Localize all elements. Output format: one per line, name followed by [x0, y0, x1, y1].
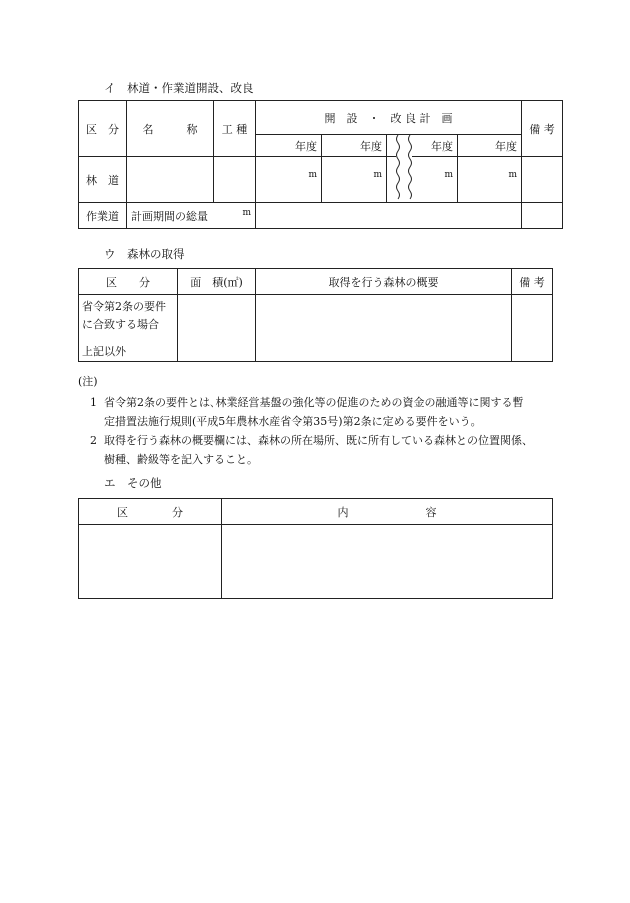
u-kubun-cell [79, 295, 178, 362]
u-row1-line2: に合致する場合 [82, 318, 159, 331]
rindo-unit-1: m [256, 157, 322, 203]
note-2-num: 2 [90, 434, 97, 447]
rindo-unit-3: m [411, 157, 458, 203]
u-gaiyo-cell [256, 295, 512, 362]
note-item-1 [78, 393, 556, 431]
header-kubun: 区 分 [79, 101, 127, 157]
year-cell-2: 年度 [322, 135, 387, 157]
section-i-table [78, 100, 563, 229]
notes-label: (注) [78, 375, 98, 388]
section-e-table [78, 498, 553, 599]
u-header-kubun: 区 分 [79, 269, 178, 295]
u-row1-line1: 省令第2条の要件 [82, 300, 166, 313]
wavy-break-mark [392, 134, 416, 204]
section-u-table [78, 268, 553, 362]
row-sagyodo-label: 作業道 [79, 203, 127, 229]
note-item-2 [78, 431, 556, 469]
notes [78, 372, 556, 469]
sagyodo-biko-cell [522, 203, 563, 229]
year-cell-3: 年度 [411, 135, 458, 157]
u-biko-cell [512, 295, 553, 362]
rindo-koshu-cell [214, 157, 256, 203]
note-1-num: 1 [90, 396, 97, 409]
rindo-meisho-cell [127, 157, 214, 203]
e-naiyo-cell [222, 525, 553, 599]
u-header-biko: 備 考 [512, 269, 553, 295]
total-label: 計画期間の総量 [131, 209, 208, 223]
rindo-unit-2: m [322, 157, 387, 203]
header-meisho: 名 称 [127, 101, 214, 157]
note-2-line1: 取得を行う森林の概要欄には、森林の所在場所、既に所有している森林との位置関係、 [104, 434, 533, 447]
u-header-gaiyo: 取得を行う森林の概要 [256, 269, 512, 295]
header-biko: 備 考 [522, 101, 563, 157]
total-unit: m [242, 207, 251, 218]
note-2-line2: 樹種、齢級等を記入すること。 [104, 453, 258, 466]
header-koshu: 工 種 [214, 101, 256, 157]
e-header-naiyo: 内 容 [222, 499, 553, 525]
header-plan: 開 設 ・ 改 良 計 画 [256, 101, 522, 135]
year-cell-4: 年度 [458, 135, 522, 157]
u-menseki-cell [178, 295, 256, 362]
u-header-menseki: 面 積(㎡) [178, 269, 256, 295]
rindo-unit-4: m [458, 157, 522, 203]
year-cell-1: 年度 [256, 135, 322, 157]
note-1-line2: 定措置法施行規則(平成5年農林水産省令第35号)第2条に定める要件をいう。 [104, 415, 482, 428]
e-kubun-cell [79, 525, 222, 599]
sagyodo-total-cell [127, 203, 256, 229]
section-e-heading: エ その他 [104, 476, 162, 490]
row-rindo-label: 林 道 [79, 157, 127, 203]
section-u-heading: ウ 森林の取得 [104, 247, 185, 261]
sagyodo-plan-cell [256, 203, 522, 229]
note-1-line1: 省令第2条の要件とは､林業経営基盤の強化等の促進のための資金の融通等に関する暫 [104, 396, 524, 409]
rindo-biko-cell [522, 157, 563, 203]
e-header-kubun: 区 分 [79, 499, 222, 525]
u-row2: 上記以外 [82, 345, 126, 358]
section-i-heading: イ 林道・作業道開設、改良 [104, 81, 254, 95]
